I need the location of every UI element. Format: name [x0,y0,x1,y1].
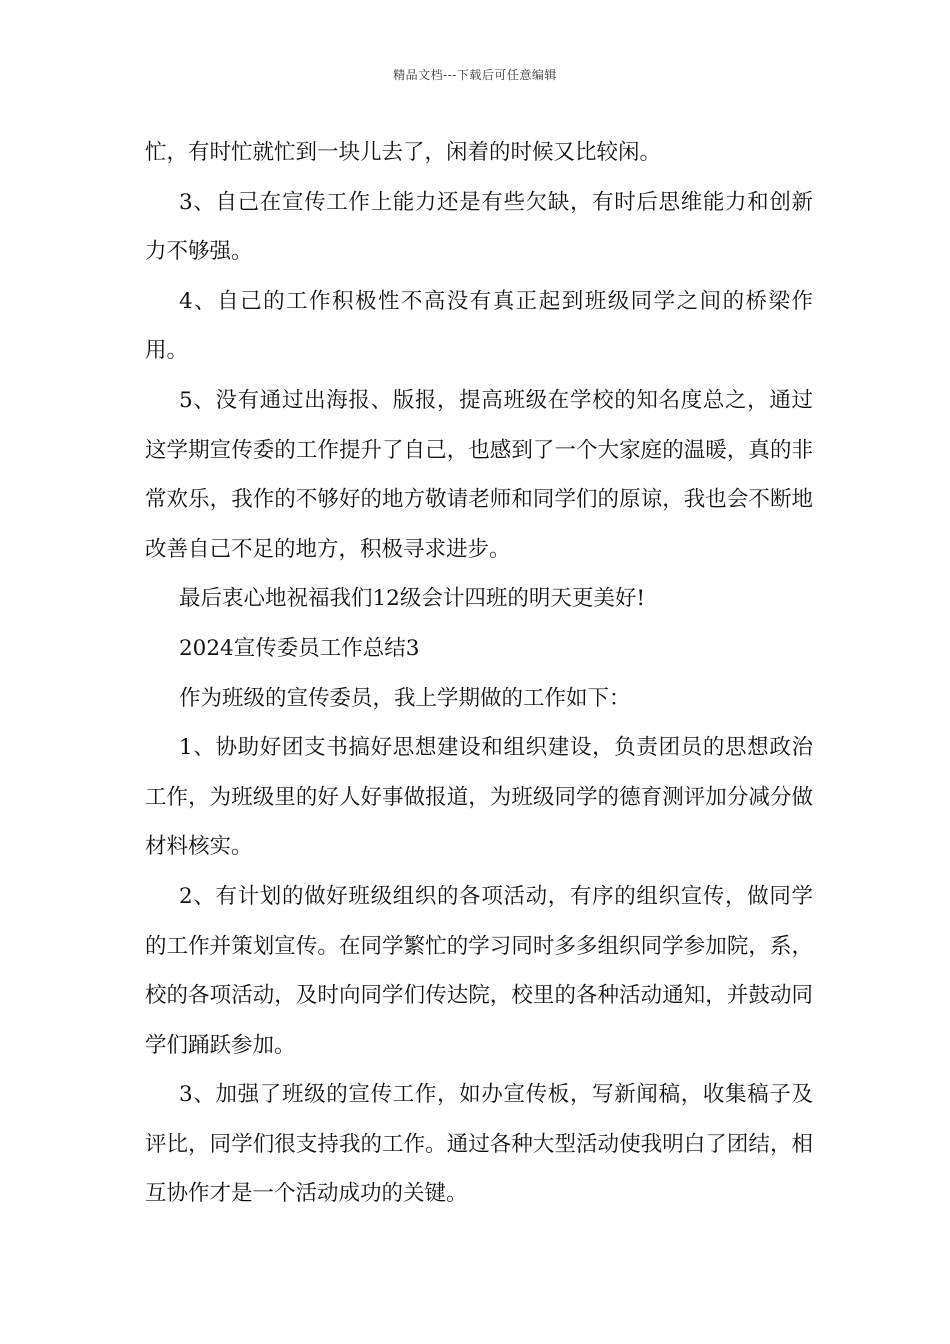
paragraph: 4、自己的工作积极性不高没有真正起到班级同学之间的桥梁作用。 [145,288,813,364]
document-body [145,128,813,1219]
paragraph: 1、协助好团支书搞好思想建设和组织建设，负责团员的思想政治工作，为班级里的好人好事做报道，为班级同学的德育测评加分减分做材料核实。 [145,735,813,860]
page-header: 精品文档---下载后可任意编辑 [393,68,557,82]
paragraph: 最后衷心地祝福我们12级会计四班的明天更美好! [179,586,645,612]
paragraph: 忙，有时忙就忙到一块儿去了，闲着的时候又比较闲。 [145,140,662,165]
paragraph: 作为班级的宣传委员，我上学期做的工作如下： [179,685,631,711]
section-heading: 2024宣传委员工作总结3 [179,635,420,661]
paragraph: 3、自己在宣传工作上能力还是有些欠缺，有时后思维能力和创新力不够强。 [145,189,813,265]
paragraph: 5、没有通过出海报、版报，提高班级在学校的知名度总之，通过这学期宣传委的工作提升了自己，也感到了一个大家庭的温暖，真的非常欢乐，我作的不够好的地方敬请老师和同学们的原谅，我也会不断地改善自己不足的地方，积极寻求进步。 [145,387,813,562]
paragraph: 2、有计划的做好班级组织的各项活动，有序的组织宣传，做同学的工作并策划宣传。在同学繁忙的学习同时多多组织同学参加院，系，校的各项活动，及时向同学们传达院，校里的各种活动通知，并鼓动同学们踊跃参加。 [145,883,813,1058]
paragraph: 3、加强了班级的宣传工作，如办宣传板，写新闻稿，收集稿子及评比，同学们很支持我的工作。通过各种大型活动使我明白了团结，相互协作才是一个活动成功的关键。 [145,1082,813,1207]
